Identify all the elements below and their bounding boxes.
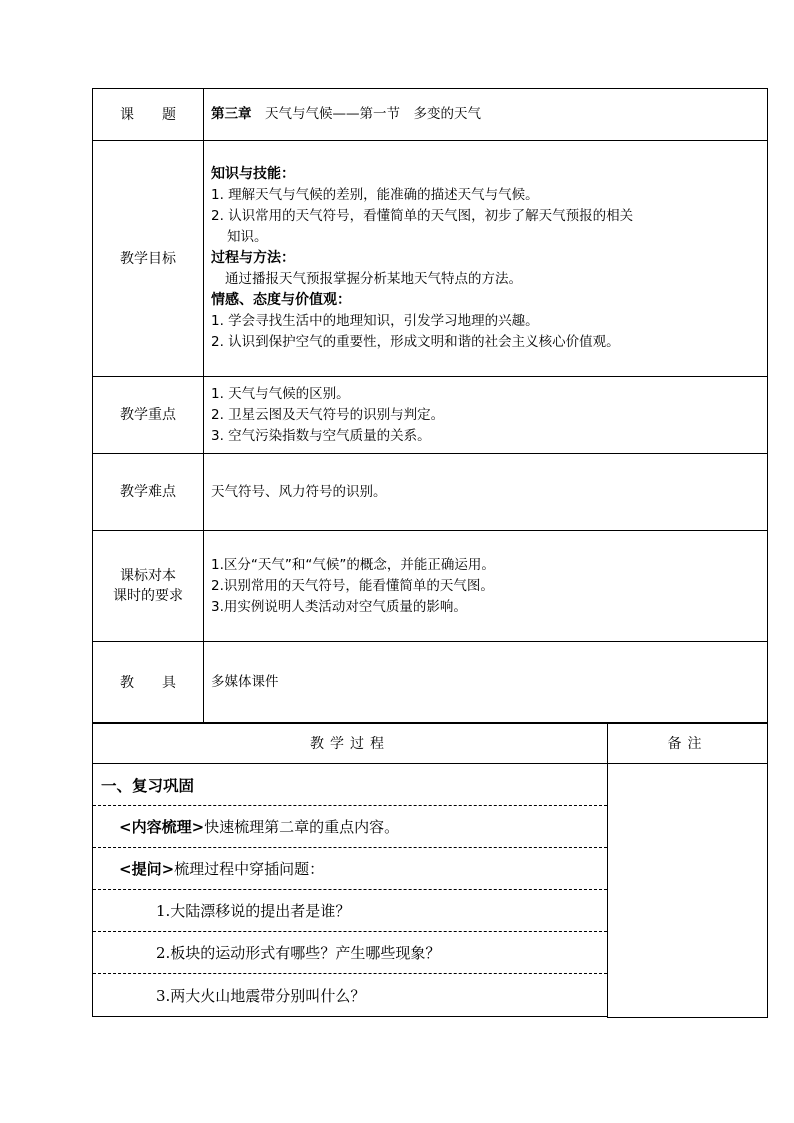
- objectives-content: [204, 141, 768, 377]
- topic-value: [204, 89, 768, 141]
- question-item: 1.大陆漂移说的提出者是谁？: [156, 902, 351, 920]
- question-item: 3.两大火山地震带分别叫什么？: [156, 986, 366, 1005]
- key-points-row: [93, 377, 768, 454]
- process-item: 通过播报天气预报掌握分析某地天气特点的方法。: [225, 271, 522, 287]
- standard-item: 3.用实例说明人类活动对空气质量的影响。: [211, 598, 467, 615]
- objectives-row: [93, 141, 768, 377]
- standards-label-line: 课标对本: [120, 568, 176, 584]
- notes-header: 备注: [608, 723, 768, 764]
- process-row: [93, 848, 607, 890]
- attitude-item: 2. 认识到保护空气的重要性，形成文明和谐的社会主义核心价值观。: [211, 334, 620, 350]
- topic-title: 天气与气候——第一节 多变的天气: [251, 106, 481, 122]
- notes-column: [608, 764, 768, 1018]
- process-content: [93, 764, 608, 1018]
- key-points-label: 教学重点: [93, 377, 204, 454]
- section-heading-row: [93, 764, 607, 806]
- standards-content: [204, 531, 768, 642]
- key-point-item: 1. 天气与气候的区别。: [211, 385, 350, 402]
- attitude-item: 1. 学会寻找生活中的地理知识，引发学习地理的兴趣。: [211, 313, 539, 329]
- standard-item: 2.识别常用的天气符号，能看懂简单的天气图。: [211, 577, 494, 594]
- standards-row: [93, 531, 768, 642]
- knowledge-item: 1. 理解天气与气候的差别，能准确的描述天气与气候。: [211, 187, 539, 203]
- attitude-heading: 情感、态度与价值观：: [211, 292, 351, 308]
- standards-label-line: 课时的要求: [113, 588, 183, 604]
- key-points-content: [204, 377, 768, 454]
- question-row: [93, 932, 607, 974]
- section-heading: 一、复习巩固: [101, 775, 195, 795]
- objectives-label: 教学目标: [93, 141, 204, 377]
- knowledge-heading: 知识与技能：: [211, 166, 295, 182]
- item-tag: <内容梳理>: [119, 818, 205, 836]
- key-point-item: 2. 卫星云图及天气符号的识别与判定。: [211, 406, 445, 423]
- process-header: 教学过程: [93, 723, 608, 764]
- process-item: [93, 858, 324, 879]
- difficulties-label: 教学难点: [93, 454, 204, 531]
- process-heading: 过程与方法：: [211, 250, 295, 266]
- knowledge-item: 2. 认识常用的天气符号，看懂简单的天气图，初步了解天气预报的相关: [211, 208, 634, 224]
- item-text: 梳理过程中穿插问题：: [174, 860, 325, 878]
- standard-item: 1.区分“天气”和“气候”的概念，并能正确运用。: [211, 556, 495, 573]
- tools-content: 多媒体课件: [204, 642, 768, 724]
- topic-label: 课 题: [93, 89, 204, 141]
- question-item: 2.板块的运动形式有哪些？产生哪些现象？: [156, 944, 441, 962]
- difficulties-content: 天气符号、风力符号的识别。: [204, 454, 768, 531]
- process-item: [93, 816, 399, 837]
- lesson-info-table: [92, 88, 768, 724]
- standards-label: [93, 531, 204, 642]
- knowledge-item-cont: 知识。: [227, 229, 268, 245]
- key-point-item: 3. 空气污染指数与空气质量的关系。: [211, 427, 431, 444]
- item-tag: <提问>: [119, 860, 175, 878]
- process-row: [93, 806, 607, 848]
- topic-row: [93, 89, 768, 141]
- item-text: 快速梳理第二章的重点内容。: [204, 818, 400, 836]
- tools-label: 教 具: [93, 642, 204, 724]
- question-row: [93, 974, 607, 1017]
- teaching-process-table: [92, 722, 768, 1018]
- difficulties-row: [93, 454, 768, 531]
- topic-chapter: 第三章: [211, 106, 252, 122]
- question-row: [93, 890, 607, 932]
- tools-row: [93, 642, 768, 724]
